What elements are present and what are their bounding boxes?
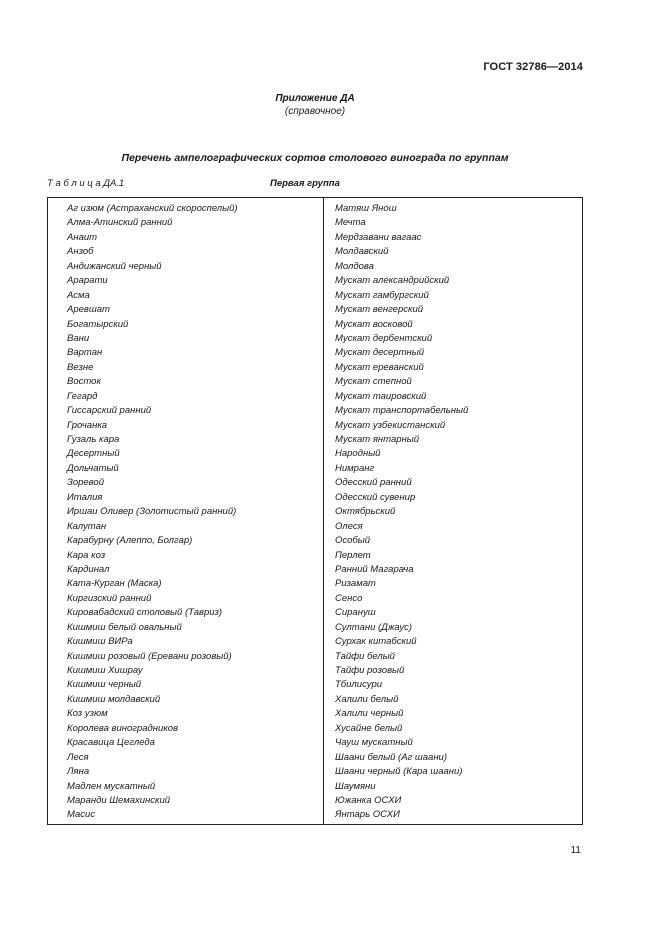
- variety-item: Гиссарский ранний: [67, 405, 152, 417]
- variety-item: Вартан: [67, 347, 103, 359]
- variety-item: Мускат узбекистанский: [335, 419, 446, 431]
- variety-item: Ляна: [67, 766, 90, 778]
- variety-item: Мускат венгерский: [335, 304, 424, 316]
- variety-item: Иршаи Оливер (Золотистый ранний): [67, 506, 237, 518]
- variety-item: Десертный: [67, 448, 120, 460]
- variety-item: Мускат транспортабельный: [335, 405, 469, 417]
- section-heading: Перечень ампелографических сортов столового винограда по группам: [121, 152, 509, 164]
- variety-item: Кишмиш ВИРа: [67, 636, 133, 648]
- variety-item: Мечта: [335, 217, 366, 229]
- variety-item: Маранди Шемахинский: [67, 794, 171, 806]
- appendix-subtitle: (справочное): [284, 106, 346, 117]
- variety-item: Мускат александрийский: [335, 275, 450, 287]
- variety-item: Аг изюм (Астраханский скороспелый): [67, 203, 238, 214]
- variety-item: Южанка ОСХИ: [335, 794, 402, 806]
- variety-item: Сенсо: [335, 592, 363, 604]
- variety-item: Сурхак китабский: [335, 636, 417, 648]
- variety-item: Одесский сувенир: [335, 491, 416, 503]
- variety-item: Молдова: [335, 260, 374, 272]
- variety-item: Красавица Цегледа: [67, 737, 155, 749]
- appendix-title: Приложение ДА: [275, 93, 355, 104]
- variety-item: Мускат ереванский: [335, 361, 424, 373]
- variety-item: Асма: [67, 289, 90, 301]
- variety-item: Киргизский ранний: [67, 592, 152, 604]
- variety-item: Шаумяни: [335, 780, 376, 792]
- variety-item: Кировабадский столовый (Тавриз): [67, 607, 223, 619]
- variety-item: Тбилисури: [335, 679, 383, 691]
- variety-item: Ризамат: [335, 578, 376, 590]
- variety-item: Калутан: [67, 520, 107, 532]
- variety-item: Вани: [67, 332, 90, 344]
- variety-item: Кара коз: [67, 549, 106, 561]
- page-number: 11: [570, 845, 581, 856]
- variety-item: Италия: [67, 491, 103, 503]
- grape-varieties-table: [47, 197, 583, 825]
- variety-item: Везне: [67, 361, 94, 373]
- variety-item: Восток: [67, 376, 101, 388]
- variety-item: Королева виноградников: [67, 722, 179, 734]
- variety-item: Шаани черный (Кара шаани): [335, 766, 463, 778]
- variety-item: Анзоб: [67, 246, 94, 258]
- variety-item: Тайфи розовый: [335, 665, 405, 676]
- variety-item: Грочанка: [67, 419, 108, 431]
- column-divider: [323, 198, 324, 824]
- variety-item: Тайфи белый: [335, 650, 395, 662]
- variety-item: Гузаль кара: [67, 434, 120, 445]
- table-label: Т а б л и ц а ДА.1: [47, 178, 125, 189]
- variety-item: Леся: [67, 751, 89, 763]
- standard-code: ГОСТ 32786—2014: [483, 61, 583, 73]
- group-title: Первая группа: [270, 178, 340, 189]
- variety-item: Народный: [335, 448, 381, 460]
- variety-item: Кишмиш розовый (Еревани розовый): [67, 650, 232, 662]
- variety-item: Мердзавани вагаас: [335, 231, 422, 243]
- variety-item: Особый: [335, 535, 371, 547]
- variety-item: Кишмиш черный: [67, 679, 142, 691]
- variety-item: Кишмиш белый овальный: [67, 621, 182, 633]
- variety-item: Аревшат: [67, 304, 110, 316]
- variety-item: Анаит: [67, 231, 98, 243]
- variety-item: Перлет: [335, 549, 371, 561]
- variety-item: Молдавский: [335, 246, 389, 258]
- variety-item: Мускат десертный: [335, 347, 425, 359]
- variety-item: Султани (Джаус): [335, 621, 413, 633]
- variety-item: Алма-Атинский ранний: [67, 217, 173, 229]
- variety-item: Халили белый: [335, 693, 399, 705]
- variety-item: Мускат степной: [335, 376, 412, 388]
- variety-item: Янтарь ОСХИ: [335, 809, 400, 821]
- variety-item: Мускат гамбургский: [335, 289, 429, 301]
- variety-item: Чауш мускатный: [335, 737, 413, 749]
- variety-item: Мускат восковой: [335, 318, 413, 330]
- variety-item: Дольчатый: [67, 462, 119, 474]
- variety-item: Матяш Янош: [335, 203, 397, 214]
- right-column: [335, 202, 468, 823]
- variety-item: Кишмиш Хишрау: [67, 665, 143, 676]
- variety-item: Сирануш: [335, 607, 376, 619]
- variety-item: Мадлен мускатный: [67, 780, 156, 792]
- appendix-heading: [0, 92, 630, 118]
- variety-item: Андижанский черный: [67, 260, 162, 272]
- variety-item: Ката-Курган (Маска): [67, 578, 162, 590]
- variety-item: Зоревой: [67, 477, 104, 489]
- variety-item: Арарати: [67, 275, 108, 287]
- variety-item: Кардинал: [67, 563, 110, 575]
- variety-item: Нимранг: [335, 462, 375, 474]
- variety-item: Мускат янтарный: [335, 434, 420, 445]
- variety-item: Коз узюм: [67, 708, 108, 720]
- variety-item: Гегард: [67, 390, 98, 402]
- variety-item: Мускат таировский: [335, 390, 427, 402]
- variety-item: Карабурну (Алеппо, Болгар): [67, 535, 193, 547]
- variety-item: Шаани белый (Аг шаани): [335, 751, 447, 763]
- variety-item: Богатырский: [67, 318, 129, 330]
- variety-item: Кишмиш молдавский: [67, 693, 161, 705]
- variety-item: Одесский ранний: [335, 477, 412, 489]
- variety-item: Мускат дербентский: [335, 332, 433, 344]
- left-column: [67, 202, 238, 823]
- variety-item: Масис: [67, 809, 96, 821]
- variety-item: Хусайне белый: [335, 722, 403, 734]
- variety-item: Олеся: [335, 520, 363, 532]
- variety-item: Октябрьский: [335, 506, 396, 518]
- variety-item: Ранний Магарача: [335, 563, 414, 575]
- variety-item: Халили черный: [335, 708, 404, 720]
